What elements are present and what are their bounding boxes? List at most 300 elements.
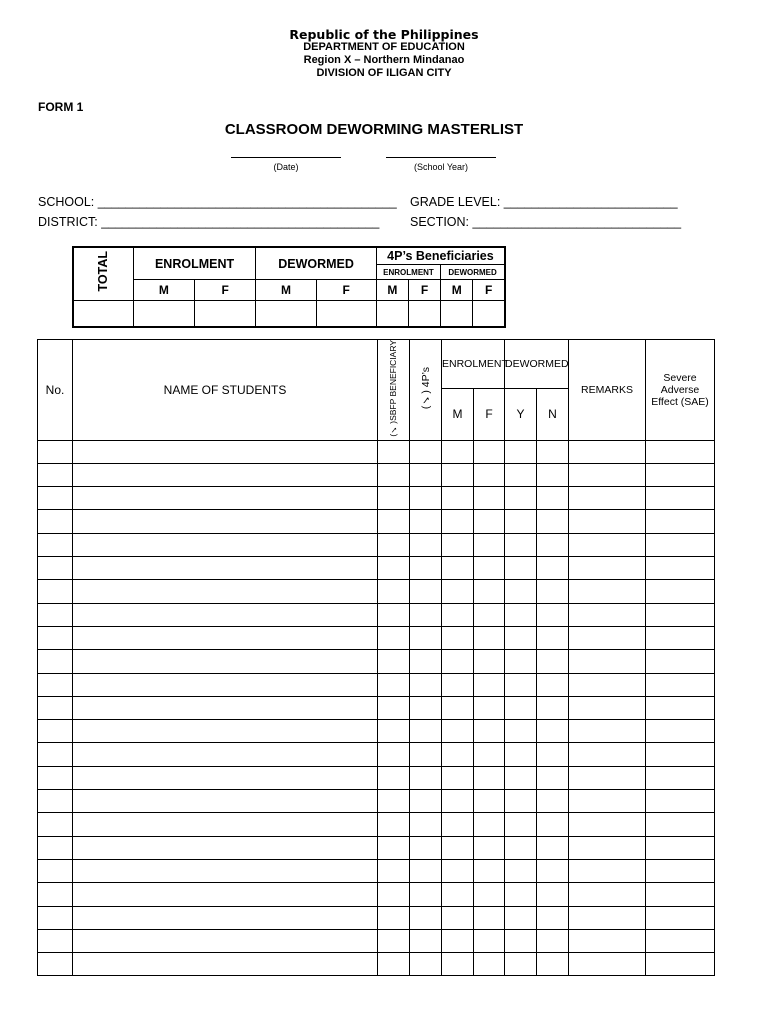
table-cell[interactable]: [505, 859, 537, 882]
table-cell[interactable]: [73, 883, 378, 906]
school-year-line: [386, 157, 496, 158]
table-cell[interactable]: [73, 743, 378, 766]
summary-total-cell: [73, 247, 133, 301]
table-cell[interactable]: [569, 510, 646, 533]
table-cell[interactable]: [442, 790, 474, 813]
table-cell[interactable]: [569, 836, 646, 859]
table-cell[interactable]: [505, 487, 537, 510]
table-cell[interactable]: [569, 883, 646, 906]
table-cell[interactable]: [505, 953, 537, 976]
table-cell[interactable]: [410, 626, 442, 649]
table-cell[interactable]: [73, 836, 378, 859]
table-cell[interactable]: [537, 696, 569, 719]
table-row: [38, 883, 715, 906]
table-cell[interactable]: [38, 929, 73, 952]
table-cell[interactable]: [378, 557, 410, 580]
table-cell[interactable]: [569, 953, 646, 976]
table-row: [38, 720, 715, 743]
table-cell[interactable]: [442, 883, 474, 906]
table-cell[interactable]: [474, 743, 505, 766]
table-cell[interactable]: [474, 720, 505, 743]
table-cell[interactable]: [73, 557, 378, 580]
district-field: DISTRICT: ________________________________________: [38, 215, 380, 229]
table-cell[interactable]: [442, 766, 474, 789]
table-cell[interactable]: [378, 603, 410, 626]
table-cell[interactable]: [646, 626, 715, 649]
summary-value-cell[interactable]: [316, 301, 376, 327]
summary-4ps-dewormed: DEWORMED: [441, 265, 505, 280]
masterlist-table: [37, 339, 715, 976]
table-cell[interactable]: [378, 813, 410, 836]
table-cell[interactable]: [378, 673, 410, 696]
table-cell[interactable]: [73, 487, 378, 510]
table-cell[interactable]: [73, 906, 378, 929]
table-cell[interactable]: [537, 533, 569, 556]
grade-level-field: GRADE LEVEL: _________________________: [410, 195, 678, 209]
table-cell[interactable]: [378, 859, 410, 882]
table-cell[interactable]: [378, 650, 410, 673]
table-cell[interactable]: [646, 836, 715, 859]
table-cell[interactable]: [537, 463, 569, 486]
table-cell[interactable]: [505, 557, 537, 580]
table-cell[interactable]: [442, 743, 474, 766]
table-cell[interactable]: [646, 673, 715, 696]
table-cell[interactable]: [442, 720, 474, 743]
summary-4ps-enrolment: ENROLMENT: [376, 265, 440, 280]
summary-total-label: TOTAL: [96, 251, 111, 292]
table-cell[interactable]: [73, 953, 378, 976]
table-cell[interactable]: [442, 836, 474, 859]
table-cell[interactable]: [474, 953, 505, 976]
table-cell[interactable]: [569, 673, 646, 696]
name-header: NAME OF STUDENTS: [73, 340, 378, 441]
table-cell[interactable]: [442, 650, 474, 673]
table-cell[interactable]: [537, 673, 569, 696]
table-cell[interactable]: [73, 673, 378, 696]
summary-4ps-header: 4P’s Beneficiaries: [376, 247, 505, 265]
table-cell[interactable]: [569, 720, 646, 743]
table-cell[interactable]: [646, 906, 715, 929]
table-cell[interactable]: [38, 463, 73, 486]
table-cell[interactable]: [442, 487, 474, 510]
table-cell[interactable]: [505, 813, 537, 836]
summary-dewormed-m: M: [256, 280, 316, 301]
table-cell[interactable]: [505, 906, 537, 929]
table-cell[interactable]: [73, 766, 378, 789]
table-cell[interactable]: [537, 603, 569, 626]
table-cell[interactable]: [38, 743, 73, 766]
table-cell[interactable]: [569, 557, 646, 580]
summary-4ps-enrolment-f: F: [409, 280, 441, 301]
table-cell[interactable]: [378, 790, 410, 813]
table-cell[interactable]: [505, 790, 537, 813]
table-cell[interactable]: [442, 603, 474, 626]
table-cell[interactable]: [569, 487, 646, 510]
table-cell[interactable]: [378, 440, 410, 463]
table-cell[interactable]: [646, 487, 715, 510]
table-cell[interactable]: [505, 673, 537, 696]
table-cell[interactable]: [474, 440, 505, 463]
table-cell[interactable]: [38, 650, 73, 673]
remarks-header: REMARKS: [569, 340, 646, 441]
sae-header: Severe Adverse Effect (SAE): [646, 340, 715, 441]
table-cell[interactable]: [537, 906, 569, 929]
table-cell[interactable]: [646, 463, 715, 486]
table-cell[interactable]: [410, 720, 442, 743]
table-cell[interactable]: [474, 673, 505, 696]
table-row: [38, 463, 715, 486]
table-cell[interactable]: [38, 906, 73, 929]
table-cell[interactable]: [38, 510, 73, 533]
table-cell[interactable]: [73, 790, 378, 813]
table-cell[interactable]: [537, 883, 569, 906]
table-cell[interactable]: [646, 859, 715, 882]
table-cell[interactable]: [505, 743, 537, 766]
table-cell[interactable]: [378, 487, 410, 510]
table-cell[interactable]: [646, 603, 715, 626]
table-cell[interactable]: [646, 440, 715, 463]
table-cell[interactable]: [378, 626, 410, 649]
table-cell[interactable]: [646, 953, 715, 976]
table-cell[interactable]: [73, 650, 378, 673]
table-cell[interactable]: [474, 883, 505, 906]
table-cell[interactable]: [73, 813, 378, 836]
dewormed-n-header: N: [537, 388, 569, 440]
table-cell[interactable]: [378, 696, 410, 719]
table-cell[interactable]: [646, 650, 715, 673]
table-cell[interactable]: [410, 836, 442, 859]
table-cell[interactable]: [474, 487, 505, 510]
date-caption: (Date): [273, 162, 299, 172]
sbfp-header-cell: [378, 340, 410, 441]
table-cell[interactable]: [38, 533, 73, 556]
table-cell[interactable]: [537, 650, 569, 673]
table-cell[interactable]: [569, 533, 646, 556]
date-line: [231, 157, 341, 158]
table-cell[interactable]: [378, 510, 410, 533]
table-cell[interactable]: [410, 790, 442, 813]
table-cell[interactable]: [505, 463, 537, 486]
table-cell[interactable]: [569, 650, 646, 673]
table-cell[interactable]: [442, 440, 474, 463]
table-cell[interactable]: [73, 580, 378, 603]
table-cell[interactable]: [537, 859, 569, 882]
table-cell[interactable]: [537, 580, 569, 603]
table-cell[interactable]: [378, 463, 410, 486]
table-cell[interactable]: [73, 463, 378, 486]
table-cell[interactable]: [646, 743, 715, 766]
table-cell[interactable]: [505, 533, 537, 556]
table-cell[interactable]: [410, 859, 442, 882]
table-cell[interactable]: [537, 557, 569, 580]
table-cell[interactable]: [410, 603, 442, 626]
table-cell[interactable]: [442, 929, 474, 952]
table-row: [38, 626, 715, 649]
table-cell[interactable]: [537, 440, 569, 463]
summary-value-cell[interactable]: [73, 301, 133, 327]
table-cell[interactable]: [410, 743, 442, 766]
table-cell[interactable]: [38, 790, 73, 813]
table-cell[interactable]: [378, 929, 410, 952]
table-cell[interactable]: [505, 440, 537, 463]
table-row: [38, 743, 715, 766]
table-cell[interactable]: [410, 813, 442, 836]
summary-value-cell[interactable]: [409, 301, 441, 327]
summary-dewormed-f: F: [316, 280, 376, 301]
table-cell[interactable]: [378, 720, 410, 743]
summary-4ps-dewormed-f: F: [473, 280, 505, 301]
table-cell[interactable]: [378, 766, 410, 789]
table-row: [38, 487, 715, 510]
table-cell[interactable]: [474, 626, 505, 649]
table-cell[interactable]: [38, 883, 73, 906]
table-cell[interactable]: [38, 766, 73, 789]
table-cell[interactable]: [410, 650, 442, 673]
school-year-caption: (School Year): [413, 162, 469, 172]
table-cell[interactable]: [474, 463, 505, 486]
table-cell[interactable]: [505, 929, 537, 952]
summary-dewormed-header: DEWORMED: [256, 247, 377, 280]
table-cell[interactable]: [442, 813, 474, 836]
summary-value-cell[interactable]: [376, 301, 408, 327]
table-cell[interactable]: [474, 510, 505, 533]
table-cell[interactable]: [569, 580, 646, 603]
table-cell[interactable]: [537, 953, 569, 976]
table-cell[interactable]: [378, 533, 410, 556]
table-cell[interactable]: [569, 743, 646, 766]
table-cell[interactable]: [537, 720, 569, 743]
table-cell[interactable]: [505, 580, 537, 603]
table-cell[interactable]: [410, 580, 442, 603]
table-cell[interactable]: [38, 487, 73, 510]
table-cell[interactable]: [38, 580, 73, 603]
table-cell[interactable]: [646, 720, 715, 743]
table-cell[interactable]: [410, 766, 442, 789]
table-cell[interactable]: [442, 533, 474, 556]
table-cell[interactable]: [410, 487, 442, 510]
table-cell[interactable]: [38, 720, 73, 743]
table-cell[interactable]: [646, 557, 715, 580]
table-cell[interactable]: [505, 836, 537, 859]
table-row: [38, 510, 715, 533]
table-cell[interactable]: [410, 557, 442, 580]
table-cell[interactable]: [474, 813, 505, 836]
table-cell[interactable]: [474, 557, 505, 580]
table-cell[interactable]: [646, 510, 715, 533]
table-cell[interactable]: [537, 929, 569, 952]
table-cell[interactable]: [537, 836, 569, 859]
table-cell[interactable]: [474, 650, 505, 673]
table-cell[interactable]: [378, 836, 410, 859]
no-header: No.: [38, 340, 73, 441]
enrolment-header: ENROLMENT: [442, 340, 505, 389]
summary-enrolment-m: M: [133, 280, 194, 301]
summary-value-cell[interactable]: [256, 301, 316, 327]
table-cell[interactable]: [38, 953, 73, 976]
table-cell[interactable]: [73, 626, 378, 649]
table-cell[interactable]: [569, 790, 646, 813]
table-row: [38, 906, 715, 929]
table-cell[interactable]: [474, 836, 505, 859]
table-cell[interactable]: [378, 953, 410, 976]
table-row: [38, 440, 715, 463]
table-cell[interactable]: [442, 673, 474, 696]
table-cell[interactable]: [73, 510, 378, 533]
table-cell[interactable]: [505, 883, 537, 906]
table-cell[interactable]: [442, 953, 474, 976]
table-cell[interactable]: [474, 929, 505, 952]
dewormed-header: DEWORMED: [505, 340, 569, 389]
table-cell[interactable]: [38, 859, 73, 882]
table-cell[interactable]: [474, 580, 505, 603]
table-cell[interactable]: [537, 487, 569, 510]
table-cell[interactable]: [378, 743, 410, 766]
table-cell[interactable]: [410, 906, 442, 929]
table-cell[interactable]: [505, 696, 537, 719]
table-cell[interactable]: [410, 929, 442, 952]
table-cell[interactable]: [378, 906, 410, 929]
header-division: DIVISION OF ILIGAN CITY: [316, 67, 452, 79]
page-title: CLASSROOM DEWORMING MASTERLIST: [224, 121, 524, 138]
table-row: [38, 533, 715, 556]
table-cell[interactable]: [410, 440, 442, 463]
table-cell[interactable]: [569, 929, 646, 952]
table-cell[interactable]: [569, 813, 646, 836]
table-cell[interactable]: [442, 626, 474, 649]
table-cell[interactable]: [73, 696, 378, 719]
table-cell[interactable]: [505, 650, 537, 673]
table-cell[interactable]: [442, 557, 474, 580]
summary-enrolment-header: ENROLMENT: [133, 247, 256, 280]
school-field: SCHOOL: ___________________________________________: [38, 195, 397, 209]
dewormed-y-header: Y: [505, 388, 537, 440]
table-cell[interactable]: [38, 836, 73, 859]
table-row: [38, 836, 715, 859]
fourps-header-cell: [410, 340, 442, 441]
table-cell[interactable]: [646, 696, 715, 719]
table-cell[interactable]: [474, 859, 505, 882]
table-row: [38, 696, 715, 719]
table-row: [38, 650, 715, 673]
table-cell[interactable]: [73, 440, 378, 463]
table-cell[interactable]: [474, 603, 505, 626]
table-cell[interactable]: [646, 766, 715, 789]
table-cell[interactable]: [38, 603, 73, 626]
table-cell[interactable]: [442, 580, 474, 603]
table-cell[interactable]: [569, 696, 646, 719]
table-cell[interactable]: [442, 859, 474, 882]
table-cell[interactable]: [569, 859, 646, 882]
table-cell[interactable]: [38, 696, 73, 719]
table-cell[interactable]: [442, 510, 474, 533]
table-cell[interactable]: [505, 720, 537, 743]
summary-table: [72, 246, 506, 328]
table-cell[interactable]: [537, 766, 569, 789]
table-cell[interactable]: [442, 696, 474, 719]
table-cell[interactable]: [537, 510, 569, 533]
table-cell[interactable]: [537, 790, 569, 813]
table-cell[interactable]: [474, 766, 505, 789]
table-cell[interactable]: [646, 580, 715, 603]
table-cell[interactable]: [646, 929, 715, 952]
table-cell[interactable]: [378, 580, 410, 603]
table-cell[interactable]: [474, 906, 505, 929]
summary-value-cell[interactable]: [441, 301, 473, 327]
table-cell[interactable]: [537, 743, 569, 766]
table-cell[interactable]: [569, 603, 646, 626]
table-cell[interactable]: [410, 533, 442, 556]
summary-value-cell[interactable]: [133, 301, 194, 327]
table-cell[interactable]: [537, 626, 569, 649]
table-cell[interactable]: [73, 929, 378, 952]
table-cell[interactable]: [73, 859, 378, 882]
table-cell[interactable]: [505, 626, 537, 649]
table-row: [38, 929, 715, 952]
table-cell[interactable]: [73, 533, 378, 556]
table-cell[interactable]: [38, 557, 73, 580]
table-cell[interactable]: [442, 463, 474, 486]
table-cell[interactable]: [569, 626, 646, 649]
header-region: Region X – Northern Mindanao: [303, 54, 465, 66]
table-cell[interactable]: [73, 720, 378, 743]
table-cell[interactable]: [474, 533, 505, 556]
table-cell[interactable]: [569, 906, 646, 929]
table-cell[interactable]: [38, 626, 73, 649]
table-cell[interactable]: [73, 603, 378, 626]
table-cell[interactable]: [410, 953, 442, 976]
table-cell[interactable]: [646, 790, 715, 813]
table-row: [38, 859, 715, 882]
header-department: DEPARTMENT OF EDUCATION: [303, 41, 465, 53]
section-field: SECTION: ______________________________: [410, 215, 682, 229]
table-cell[interactable]: [410, 673, 442, 696]
table-cell[interactable]: [569, 440, 646, 463]
table-cell[interactable]: [410, 696, 442, 719]
table-row: [38, 580, 715, 603]
table-cell[interactable]: [378, 883, 410, 906]
table-cell[interactable]: [442, 906, 474, 929]
sbfp-header: (✓)SBFP BENEFICIARY: [388, 340, 398, 437]
table-cell[interactable]: [38, 813, 73, 836]
table-cell[interactable]: [569, 766, 646, 789]
table-cell[interactable]: [38, 440, 73, 463]
summary-value-cell[interactable]: [195, 301, 256, 327]
table-cell[interactable]: [505, 603, 537, 626]
fourps-header: (✓) 4P’s: [419, 367, 432, 410]
table-cell[interactable]: [410, 510, 442, 533]
table-cell[interactable]: [474, 790, 505, 813]
table-row: [38, 673, 715, 696]
table-cell[interactable]: [38, 673, 73, 696]
table-cell[interactable]: [646, 883, 715, 906]
table-cell[interactable]: [537, 813, 569, 836]
form-label: FORM 1: [38, 100, 84, 114]
table-cell[interactable]: [646, 813, 715, 836]
table-cell[interactable]: [410, 463, 442, 486]
table-cell[interactable]: [505, 510, 537, 533]
table-cell[interactable]: [474, 696, 505, 719]
table-cell[interactable]: [646, 533, 715, 556]
table-cell[interactable]: [505, 766, 537, 789]
table-cell[interactable]: [410, 883, 442, 906]
table-row: [38, 790, 715, 813]
header-republic: Republic of the Philippines: [289, 27, 479, 42]
table-row: [38, 603, 715, 626]
enrolment-f-header: F: [474, 388, 505, 440]
summary-4ps-dewormed-m: M: [441, 280, 473, 301]
enrolment-m-header: M: [442, 388, 474, 440]
table-cell[interactable]: [569, 463, 646, 486]
